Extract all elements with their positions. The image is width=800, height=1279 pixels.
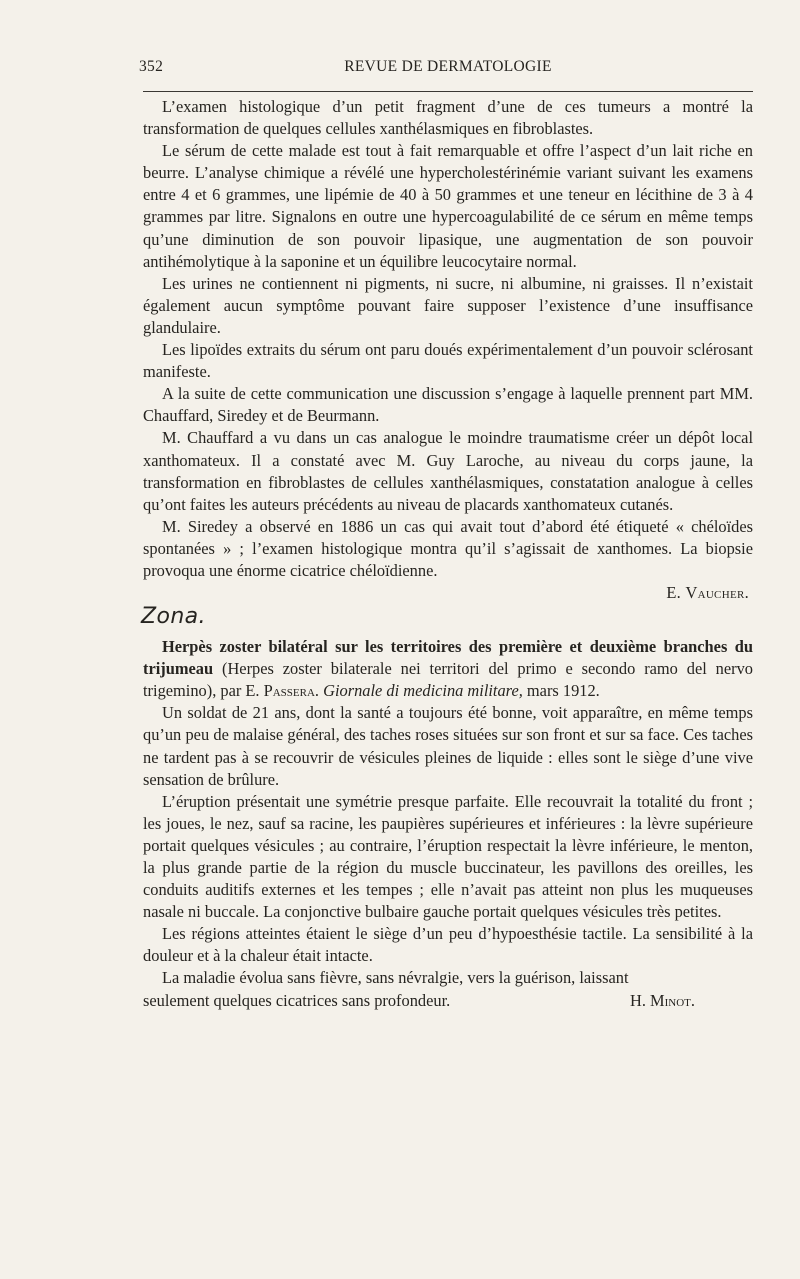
paragraph: Les régions atteintes étaient le siège d’un peu d’hypoesthésie tactile. La sensibilité à la douleur et à la chaleur était intacte. <box>143 924 753 966</box>
signature-initial: E. <box>666 583 682 603</box>
paragraph: M. Chauffard a vu dans un cas analogue le moindre traumatisme créer un dépôt local xanthomateux. Il a constaté avec M. Guy Laroche, au niveau du corps jaune, la transformation en fibroblastes de cellules xanthélasmiques, constatation analogue à celles qu’ont faites les auteurs précédents au niveau de placards xanthomateux cutanés. <box>143 428 753 514</box>
page-number: 352 <box>139 58 164 75</box>
closing-line <box>143 990 753 1012</box>
journal-name: Giornale di medicina militare, <box>319 681 523 701</box>
paragraph: Le sérum de cette malade est tout à fait remarquable et offre l’aspect d’un lait riche en beurre. L’analyse chimique a révélé une hypercholestérinémie variant suivant les examens entre 4 et 6 grammes, une lipémie de 40 à 50 grammes et une teneur en lécithine de 3 à 4 grammes par litre. Signalons en outre une hypercoagulabilité de ce sérum en même temps qu’une diminution de son pouvoir lipasique, une augmentation de son pouvoir antihémolytique à la saponine et un équilibre leucocytaire normal. <box>143 141 753 271</box>
closing-line-text: seulement quelques cicatrices sans profondeur. <box>143 990 451 1010</box>
second-article <box>143 636 753 1012</box>
header-rule <box>143 91 753 92</box>
article-author: Passera. <box>263 681 320 701</box>
article-title: Herpès zoster bilatéral sur les territoires des première et deuxième branches du trijumeau <box>143 637 753 679</box>
paragraph: Les lipoïdes extraits du sérum ont paru doués expérimentalement d’un pouvoir sclérosant manifeste. <box>143 340 753 382</box>
paragraph: Les urines ne contiennent ni pigments, ni sucre, ni albumine, ni graisses. Il n’existait également aucun symptôme pouvant faire supposer l’existence d’une insuffisance glandulaire. <box>143 273 753 337</box>
paragraph: Un soldat de 21 ans, dont la santé a toujours été bonne, voit apparaître, en même temps qu’un peu de malaise général, des taches roses situées sur son front et sur sa face. Ces taches ne tardent pas à se recouvrir de vésicules pleines de liquide : elles sont le siège d’une vive sensation de brûlure. <box>143 703 753 789</box>
paragraph: La maladie évolua sans fièvre, sans névralgie, vers la guérison, laissant <box>162 968 629 988</box>
journal-date: mars 1912. <box>522 681 600 701</box>
section-heading: Zona. <box>141 604 206 630</box>
paragraph: L’éruption présentait une symétrie presque parfaite. Elle recouvrait la totalité du front ; les joues, le nez, sauf sa racine, les paupières supérieures et inférieures : la lèvre supérieure portait quelques vésicules ; au contraire, l’éruption respectait la lèvre inférieure, le menton, la plus grande partie de la région du muscle buccinateur, les pavillons des oreilles, les conduits auditifs externes et les tempes ; elle n’avait pas atteint non plus les muqueuses nasale ni buccale. La conjonctive bulbaire gauche portait quelques vésicules très petites. <box>143 791 753 922</box>
article-title-translation: (Herpes zoster bilaterale nei territori del primo e secondo ramo del nervo trigemino), par E. <box>143 659 753 701</box>
paragraph: L’examen histologique d’un petit fragment d’une de ces tumeurs a montré la transformation de quelques cellules xanthélasmiques en fibroblastes. <box>143 97 753 139</box>
paragraph: A la suite de cette communication une discussion s’engage à laquelle prennent part MM. Chauffard, Siredey et de Beurmann. <box>143 384 753 426</box>
page <box>139 58 753 1012</box>
article-title-paragraph <box>143 636 753 702</box>
signature-name: Vaucher. <box>685 583 749 603</box>
running-header <box>139 58 753 84</box>
running-title: REVUE DE DERMATOLOGIE <box>344 58 552 75</box>
signature-name: Minot. <box>650 990 695 1010</box>
paragraph: M. Siredey a observé en 1886 un cas qui avait tout d’abord été étiqueté « chéloïdes spontanées » ; l’examen histologique montra qu’il s’agissait de xanthomes. La biopsie provoqua une énorme cicatrice chéloïdienne. <box>143 516 753 580</box>
author-signature <box>630 990 695 1012</box>
first-article <box>143 96 753 604</box>
author-signature <box>143 582 753 604</box>
signature-initial: H. <box>630 990 646 1010</box>
